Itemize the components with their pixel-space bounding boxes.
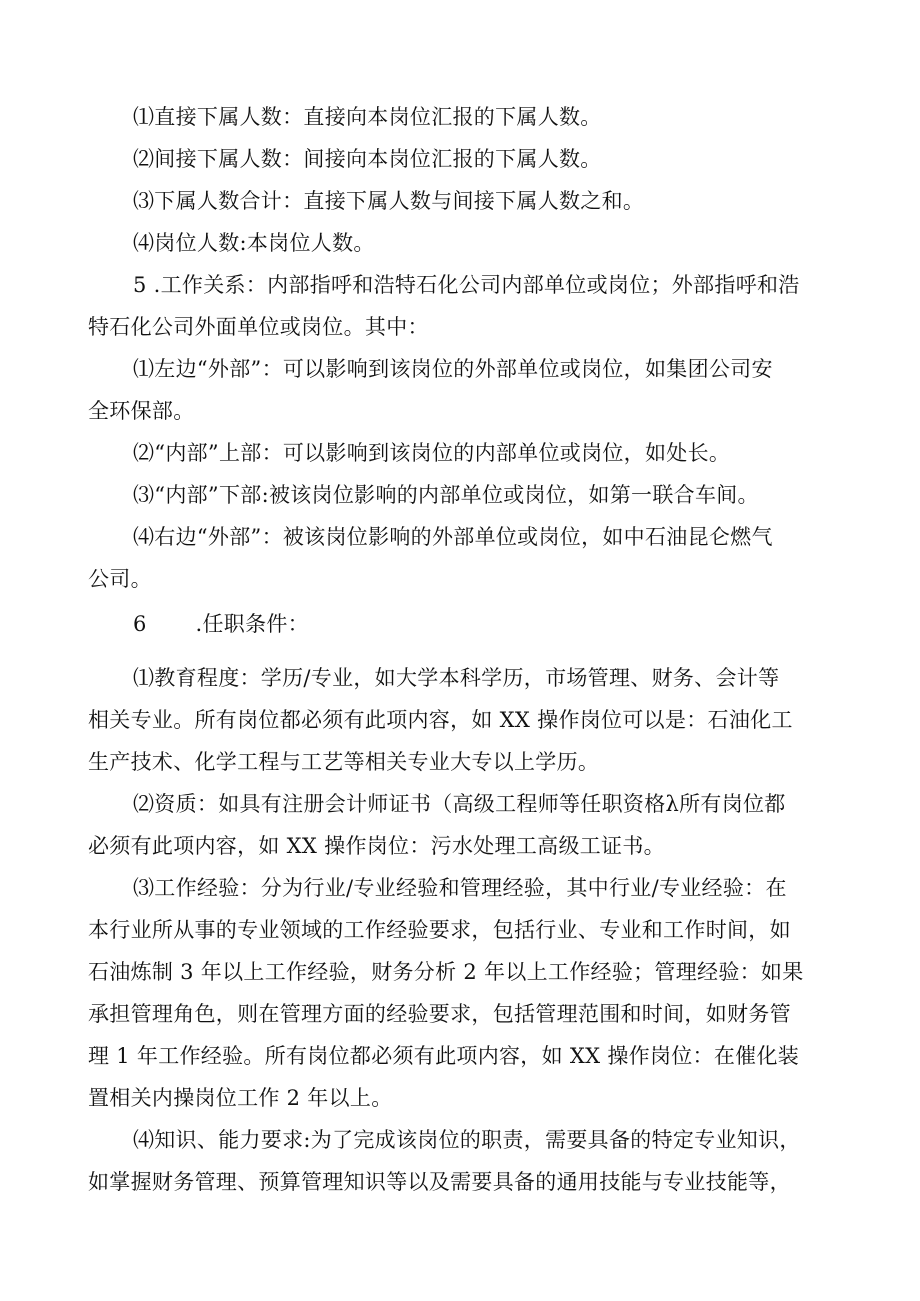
text-line: 理 1 年工作经验。所有岗位都必须有此项内容，如 XX 操作岗位：在催化装 [88,1044,800,1068]
text-line: 公司。 [88,567,152,591]
text-line: ⑷知识、能力要求:为了完成该岗位的职责，需要具备的特定专业知识， [133,1128,801,1152]
text-line: ⑷右边“外部”：被该岗位影响的外部单位或岗位，如中石油昆仑燃气 [133,525,773,549]
text-line: 相关专业。所有岗位都必须有此项内容，如 XX 操作岗位可以是：石油化工 [88,708,793,732]
text-line: 置相关内操岗位工作 2 年以上。 [88,1086,393,1110]
text-line: 特石化公司外面单位或岗位。其中： [88,315,429,339]
text-line: ⑴直接下属人数：直接向本岗位汇报的下属人数。 [133,105,602,129]
text-line: 生产技术、化学工程与工艺等相关专业大专以上学历。 [88,750,600,774]
text-line: 必须有此项内容，如 XX 操作岗位：污水处理工高级工证书。 [88,834,665,858]
text-line: ⑶工作经验：分为行业/专业经验和管理经验，其中行业/专业经验：在 [133,876,787,900]
text-line: 承担管理角色，则在管理方面的经验要求，包括管理范围和时间，如财务管 [88,1002,791,1026]
text-line: ⑵资质：如具有注册会计师证书（高级工程师等任职资格λ所有岗位都 [133,792,786,816]
text-line: 本行业所从事的专业领域的工作经验要求，包括行业、专业和工作时间，如 [88,918,791,942]
text-line: ⑵“内部”上部：可以影响到该岗位的内部单位或岗位，如处长。 [133,441,731,465]
text-line: 石油炼制 3 年以上工作经验，财务分析 2 年以上工作经验；管理经验：如果 [88,960,804,984]
text-line: 全环保部。 [88,399,195,423]
text-line: ⑶下属人数合计：直接下属人数与间接下属人数之和。 [133,189,645,213]
text-line: 如掌握财务管理、预算管理知识等以及需要具备的通用技能与专业技能等， [88,1170,791,1194]
text-line: ⑷岗位人数:本岗位人数。 [133,231,375,255]
section-heading: 6 .任职条件： [133,612,309,636]
text-line: 5 .工作关系：内部指呼和浩特石化公司内部单位或岗位；外部指呼和浩 [133,273,800,297]
text-line: ⑴左边“外部”：可以影响到该岗位的外部单位或岗位，如集团公司安 [133,357,773,381]
text-line: ⑶“内部”下部:被该岗位影响的内部单位或岗位，如第一联合车间。 [133,483,759,507]
text-line: ⑵间接下属人数：间接向本岗位汇报的下属人数。 [133,147,602,171]
text-line: ⑴教育程度：学历/专业，如大学本科学历，市场管理、财务、会计等 [133,666,780,690]
